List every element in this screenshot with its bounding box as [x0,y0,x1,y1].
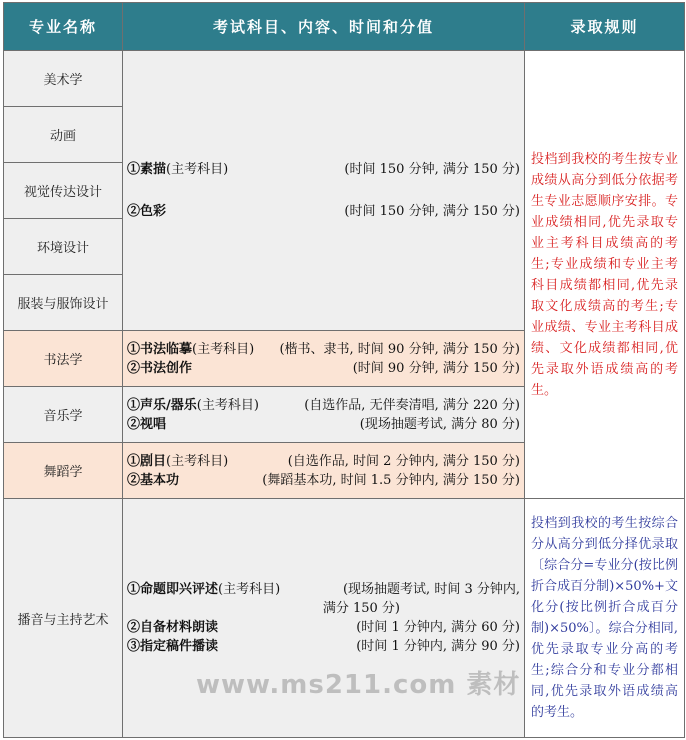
exam-line [127,637,520,656]
major-name: 书法学 [4,331,123,387]
exam-subject: ②色彩 [127,204,167,219]
major-name: 环境设计 [4,219,123,275]
exam-note: (主考科目) [218,582,281,597]
exam-subject: ①剧目 [127,453,167,469]
major-name: 视觉传达设计 [4,163,123,219]
table-row [4,499,685,738]
major-name: 服装与服饰设计 [4,275,123,331]
exam-subject: ①声乐/器乐 [127,397,197,413]
exam-line [127,452,520,471]
exam-detail: (现场抽题考试, 满分 80 分) [359,416,520,432]
exam-line [127,580,520,599]
art-exam-content [123,51,525,331]
exam-line [127,471,520,490]
exam-detail: (楷书、隶书, 时间 90 分钟, 满分 150 分) [279,341,520,357]
exam-line [127,599,520,618]
rule-general: 投档到我校的考生按专业成绩从高分到低分依据考生专业志愿顺序安排。专业成绩相同,优先录取专业主考科目成绩高的考生;专业成绩和专业主考科目成绩都相同,优先录取文化成绩高的考生;专业成绩、专业主考科目成绩、文化成绩都相同,优先录取外语成绩高的考生。 [525,51,685,499]
exam-detail: 满分 150 分) [322,601,400,616]
dance-exam-content [123,443,525,499]
exam-detail: (时间 150 分钟, 满分 150 分) [344,204,520,219]
exam-subject: ③指定稿件播读 [127,639,219,654]
exam-line [127,359,520,378]
major-name: 动画 [4,107,123,163]
exam-subject: ②书法创作 [127,360,193,376]
major-name: 舞蹈学 [4,443,123,499]
exam-subject: ②基本功 [127,472,180,488]
exam-note: (主考科目) [166,453,229,469]
exam-note: (主考科目) [166,162,229,177]
exam-detail: (时间 1 分钟内, 满分 90 分) [356,639,520,654]
exam-detail: (时间 150 分钟, 满分 150 分) [344,162,520,177]
header-exam: 考试科目、内容、时间和分值 [123,3,525,51]
exam-line [127,415,520,434]
major-name: 音乐学 [4,387,123,443]
exam-detail: (时间 90 分钟, 满分 150 分) [352,360,520,376]
exam-detail: (自选作品, 无伴奏清唱, 满分 220 分) [304,397,520,413]
exam-subject: ①命题即兴评述 [127,582,219,597]
exam-line [127,340,520,359]
exam-detail: (现场抽题考试, 时间 3 分钟内, [342,582,520,597]
table-row [4,51,685,107]
exam-note: (主考科目) [196,397,259,413]
broadcast-exam-content [123,499,525,738]
exam-line [127,202,520,221]
exam-subject: ①素描 [127,162,167,177]
header-row [4,3,685,51]
admissions-table [3,2,685,738]
rule-broadcast: 投档到我校的考生按综合分从高分到低分择优录取〔综合分=专业分(按比例折合成百分制)×50%+文化分(按比例折合成百分制)×50%〕。综合分相同,优先录取专业分高的考生;综合分和专业分都相同,优先录取外语成绩高的考生。 [525,499,685,738]
exam-note: (主考科目) [192,341,255,357]
major-name: 播音与主持艺术 [4,499,123,738]
exam-line [127,396,520,415]
header-rule: 录取规则 [525,3,685,51]
exam-subject: ②自备材料朗读 [127,620,219,635]
exam-subject: ①书法临摹 [127,341,193,357]
calligraphy-exam-content [123,331,525,387]
exam-detail: (时间 1 分钟内, 满分 60 分) [356,620,520,635]
exam-detail: (舞蹈基本功, 时间 1.5 分钟内, 满分 150 分) [262,472,520,488]
major-name: 美术学 [4,51,123,107]
header-major: 专业名称 [4,3,123,51]
music-exam-content [123,387,525,443]
exam-subject: ②视唱 [127,416,167,432]
exam-line [127,160,520,179]
exam-detail: (自选作品, 时间 2 分钟内, 满分 150 分) [287,453,520,469]
watermark: www.ms211.com 素材 [196,670,521,700]
exam-line [127,618,520,637]
